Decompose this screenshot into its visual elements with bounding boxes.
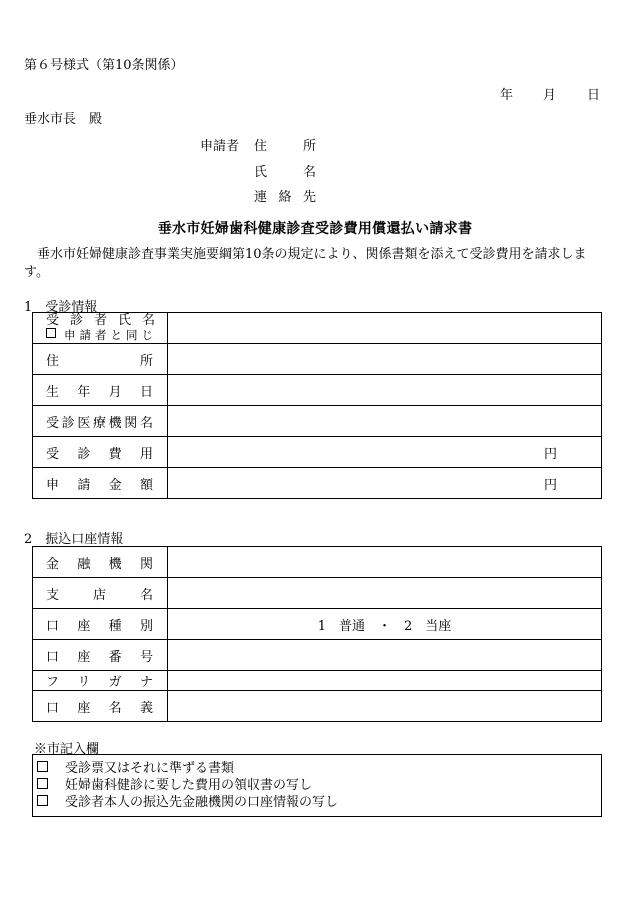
fee-field[interactable]	[168, 437, 602, 468]
table-row	[33, 437, 602, 468]
form-number: 第６号様式（第10条関係）	[24, 58, 184, 73]
date-day-label: 日	[587, 88, 601, 103]
table-row	[33, 468, 602, 499]
document-title: 垂水市妊婦歯科健康診査受診費用償還払い請求書	[157, 221, 473, 237]
table-row	[33, 609, 602, 640]
list-item[interactable]: 妊婦歯科健診に要した費用の領収書の写し	[33, 775, 601, 792]
date-year-label: 年	[500, 88, 514, 103]
table-row	[33, 578, 602, 609]
section-heading-patient-info: 1 受診情報	[24, 300, 98, 315]
patient-info-table	[32, 312, 602, 499]
table-row	[33, 344, 602, 375]
intro-paragraph: 垂水市妊婦健康診査事業実施要綱第10条の規定により、関係書類を添えて受診費用を請求します。	[24, 247, 587, 280]
checkbox-icon[interactable]	[37, 795, 48, 806]
bank-label: 金 融 機 関	[33, 547, 168, 578]
account-number-field[interactable]	[168, 640, 602, 671]
furigana-field[interactable]	[168, 671, 602, 691]
claim-unit: 円	[543, 477, 557, 493]
patient-name-field[interactable]	[168, 313, 602, 344]
addressee: 垂水市長 殿	[24, 112, 103, 127]
checkbox-icon[interactable]	[37, 761, 48, 772]
clinic-field[interactable]	[168, 406, 602, 437]
patient-address-field[interactable]	[168, 344, 602, 375]
branch-field[interactable]	[168, 578, 602, 609]
account-type-label: 口 座 種 別	[33, 609, 168, 640]
account-type-field[interactable]: 1 普通 ・ 2 当座	[168, 609, 602, 640]
clinic-label: 受 診 医 療 機 関 名	[33, 406, 168, 437]
checkbox-icon[interactable]	[37, 778, 48, 789]
office-use-box	[32, 754, 602, 817]
branch-label: 支 店 名	[33, 578, 168, 609]
birthdate-label: 生 年 月 日	[33, 375, 168, 406]
table-row	[33, 547, 602, 578]
birthdate-field[interactable]	[168, 375, 602, 406]
fee-label: 受 診 費 用	[33, 437, 168, 468]
section-heading-bank-info: 2 振込口座情報	[24, 532, 124, 547]
claim-amount-label: 申 請 金 額	[33, 468, 168, 499]
applicant-contact-label: 連 絡 先	[254, 190, 316, 205]
claim-amount-field[interactable]	[168, 468, 602, 499]
office-use-heading: ※市記入欄	[34, 742, 100, 757]
furigana-label: フ リ ガ ナ	[33, 671, 168, 691]
account-number-label: 口 座 番 号	[33, 640, 168, 671]
applicant-label: 申請者	[200, 139, 240, 154]
same-as-applicant-option[interactable]: 申 請 者 と 同 じ	[33, 328, 167, 343]
table-row	[33, 671, 602, 691]
fee-unit: 円	[543, 446, 557, 462]
list-item[interactable]: 受診票又はそれに準ずる書類	[33, 758, 601, 775]
table-row	[33, 406, 602, 437]
account-holder-field[interactable]	[168, 691, 602, 722]
table-row	[33, 375, 602, 406]
applicant-name-label: 氏 名	[254, 165, 316, 180]
checkbox-icon[interactable]	[46, 328, 56, 338]
table-row	[33, 313, 602, 344]
date-month-label: 月	[543, 88, 557, 103]
table-row	[33, 640, 602, 671]
applicant-address-label: 住 所	[254, 139, 316, 154]
table-row	[33, 691, 602, 722]
bank-field[interactable]	[168, 547, 602, 578]
bank-info-table	[32, 546, 602, 722]
patient-address-label: 住 所	[33, 344, 168, 375]
account-holder-label: 口 座 名 義	[33, 691, 168, 722]
patient-name-label: 受 診 者 氏 名 申 請 者 と 同 じ	[33, 313, 168, 344]
list-item[interactable]: 受診者本人の振込先金融機関の口座情報の写し	[33, 792, 601, 809]
